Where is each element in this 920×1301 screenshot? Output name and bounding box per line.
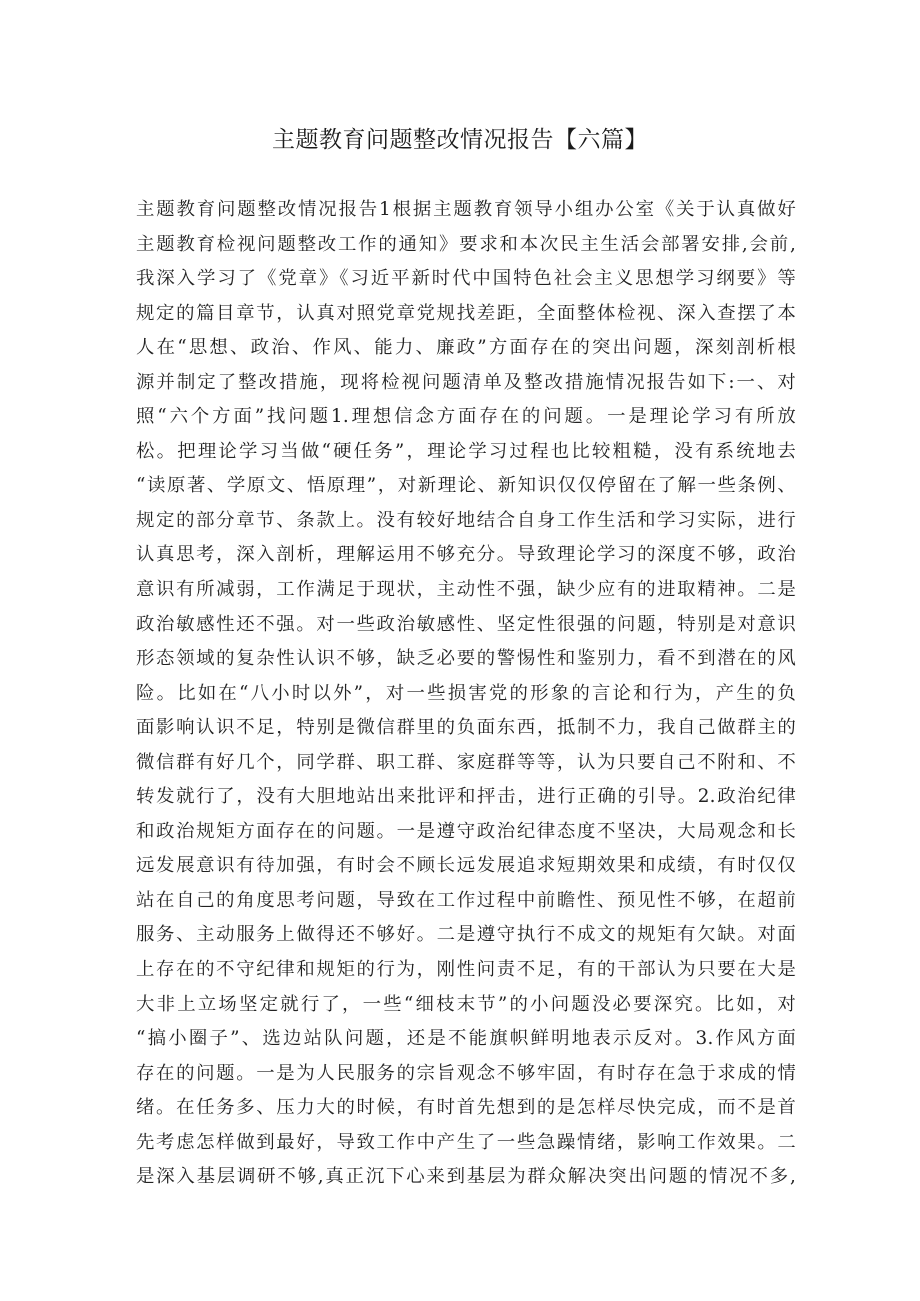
body-line: 源并制定了整改措施，现将检视问题清单及整改措施情况报告如下:一、对 xyxy=(136,371,796,393)
body-line: 面影响认识不足，特别是微信群里的负面东西，抵制不力，我自己做群主的 xyxy=(136,717,796,739)
body-line: 意识有所减弱，工作满足于现状，主动性不强，缺少应有的进取精神。二是 xyxy=(136,579,796,601)
body-line: 照“六个方面”找问题1.理想信念方面存在的问题。一是理论学习有所放 xyxy=(136,406,796,428)
body-line: 我深入学习了《党章》《习近平新时代中国特色社会主义思想学习纲要》等 xyxy=(136,268,796,290)
body-line: 形态领域的复杂性认识不够，缺乏必要的警惕性和鉴别力，看不到潜在的风 xyxy=(136,648,796,670)
body-line: 规定的部分章节、条款上。没有较好地结合自身工作生活和学习实际，进行 xyxy=(136,509,796,531)
body-line: 先考虑怎样做到最好，导致工作中产生了一些急躁情绪，影响工作效果。二 xyxy=(136,1131,796,1153)
body-line: 上存在的不守纪律和规矩的行为，刚性问责不足，有的干部认为只要在大是 xyxy=(136,959,796,981)
body-line: 人在“思想、政治、作风、能力、廉政”方面存在的突出问题，深刻剖析根 xyxy=(136,337,796,359)
body-line: “读原著、学原文、悟原理”，对新理论、新知识仅仅停留在了解一些条例、 xyxy=(136,475,796,497)
body-line: 主题教育检视问题整改工作的通知》要求和本次民主生活会部署安排,会前, xyxy=(136,233,796,255)
body-line: 转发就行了，没有大胆地站出来批评和抨击，进行正确的引导。2.政治纪律 xyxy=(136,786,796,808)
body-line: 险。比如在“八小时以外”，对一些损害党的形象的言论和行为，产生的负 xyxy=(136,682,796,704)
body-line: 主题教育问题整改情况报告1根据主题教育领导小组办公室《关于认真做好 xyxy=(136,199,796,220)
body-line: 是深入基层调研不够,真正沉下心来到基层为群众解决突出问题的情况不多, xyxy=(136,1166,796,1188)
body-line: 和政治规矩方面存在的问题。一是遵守政治纪律态度不坚决，大局观念和长 xyxy=(136,820,796,842)
document-title: 主题教育问题整改情况报告【六篇】 xyxy=(272,127,648,153)
body-line: 政治敏感性还不强。对一些政治敏感性、坚定性很强的问题，特别是对意识 xyxy=(136,613,796,635)
body-line: 远发展意识有待加强，有时会不顾长远发展追求短期效果和成绩，有时仅仅 xyxy=(136,855,796,877)
body-line: 服务、主动服务上做得还不够好。二是遵守执行不成文的规矩有欠缺。对面 xyxy=(136,924,796,946)
body-line: 认真思考，深入剖析，理解运用不够充分。导致理论学习的深度不够，政治 xyxy=(136,544,796,566)
body-line: 绪。在任务多、压力大的时候，有时首先想到的是怎样尽快完成，而不是首 xyxy=(136,1097,796,1119)
document-body xyxy=(136,193,796,1195)
body-line: “搞小圈子”、选边站队问题，还是不能旗帜鲜明地表示反对。3.作风方面 xyxy=(136,1028,796,1050)
body-line: 松。把理论学习当做“硬任务”，理论学习过程也比较粗糙，没有系统地去 xyxy=(136,440,796,462)
body-line: 微信群有好几个，同学群、职工群、家庭群等等，认为只要自己不附和、不 xyxy=(136,751,796,773)
body-line: 大非上立场坚定就行了，一些“细枝末节”的小问题没必要深究。比如，对 xyxy=(136,993,796,1015)
body-line: 规定的篇目章节，认真对照党章党规找差距，全面整体检视、深入查摆了本 xyxy=(136,302,796,324)
body-line: 存在的问题。一是为人民服务的宗旨观念不够牢固，有时存在急于求成的情 xyxy=(136,1062,796,1084)
body-line: 站在自己的角度思考问题，导致在工作过程中前瞻性、预见性不够，在超前 xyxy=(136,889,796,911)
